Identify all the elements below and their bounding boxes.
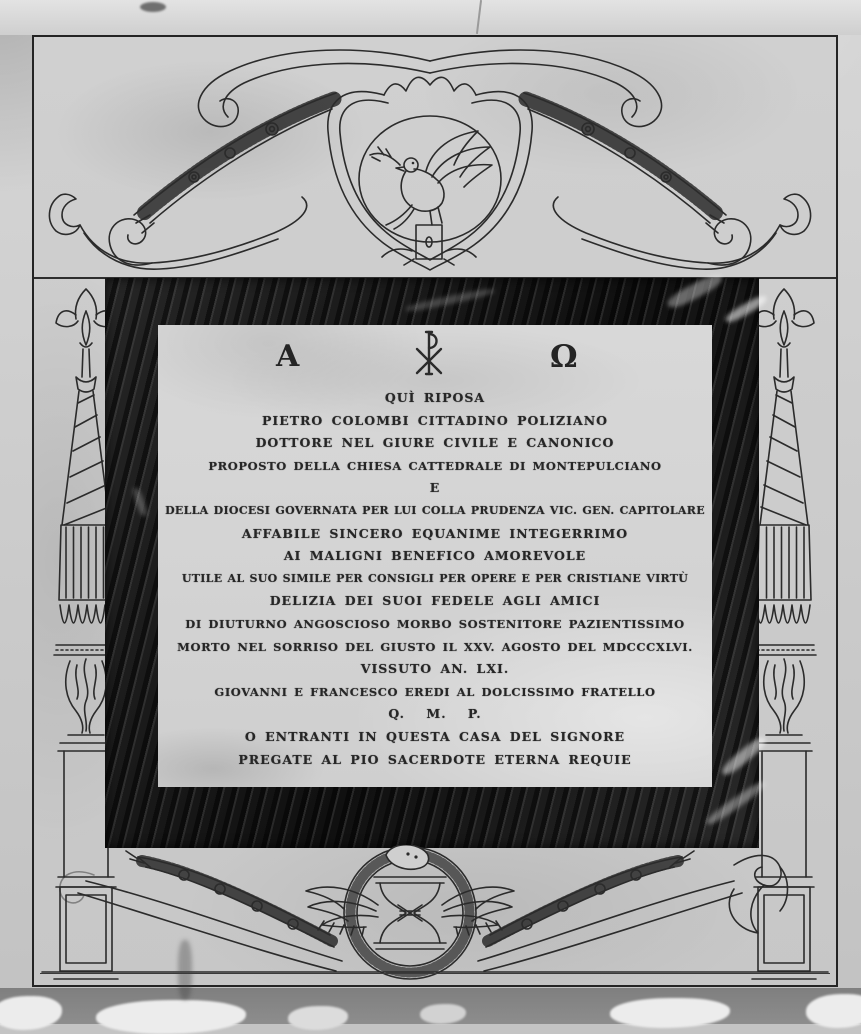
inscription-line: E (429, 480, 441, 496)
inscription-line: O ENTRANTI IN QUESTA CASA DEL SIGNORE (244, 728, 626, 744)
bottom-ornament-band (34, 845, 836, 983)
inscription-line: GIOVANNI E FRANCESCO EREDI AL DOLCISSIMO FRATELLO (214, 684, 656, 699)
memorial-plaque (32, 35, 838, 987)
marble-vein (405, 287, 495, 314)
plaster-chip (806, 994, 861, 1028)
inscription-line: PIETRO COLOMBI CITTADINO POLIZIANO (261, 412, 609, 428)
marble-vein (131, 487, 149, 518)
inscription-panel (158, 325, 712, 787)
inscription-line: VISSUTO AN. LXI. (360, 661, 510, 677)
marble-vein (704, 779, 767, 827)
inscription-line: PROPOSTO DELLA CHIESA CATTEDRALE DI MONTEPULCIANO (208, 458, 662, 473)
inscription-line: QUÌ RIPOSA (384, 390, 486, 405)
top-ornament-band (34, 37, 836, 277)
sacred-monogram-row (158, 325, 712, 383)
garland-right (524, 93, 811, 269)
wall-above-plaque (0, 0, 861, 35)
omega-symbol: Ω (550, 339, 578, 375)
plaster-chip (288, 1006, 348, 1030)
marble-frame (105, 278, 759, 848)
branch-right (478, 851, 788, 971)
garland-left (49, 93, 336, 269)
plaster-chip (96, 1000, 246, 1034)
alpha-symbol: A (276, 339, 300, 374)
wall-smudge (140, 2, 166, 12)
crest-engraving (34, 37, 836, 277)
stain (178, 940, 192, 1000)
branch-left (60, 851, 342, 971)
inscription-line: Q. M. P. (388, 706, 482, 722)
inscription-line: AI MALIGNI BENEFICO AMOREVOLE (283, 548, 587, 564)
bottom-engraving (34, 845, 836, 983)
chi-rho-icon (414, 329, 444, 377)
inscription-line: MORTO NEL SORRISO DEL GIUSTO IL XXV. AGOSTO DEL MDCCCXLVI. (177, 639, 693, 654)
plaque-inner-line (40, 973, 830, 974)
inscription-line: DI DIUTURNO ANGOSCIOSO MORBO SOSTENITORE PAZIENTISSIMO (185, 616, 685, 631)
ribbon-banner-icon (198, 50, 661, 127)
plaster-chip (0, 996, 62, 1030)
inscription-line: AFFABILE SINCERO EQUANIME INTEGERRIMO (241, 525, 629, 541)
inscription-line: DOTTORE NEL GIURE CIVILE E CANONICO (255, 435, 615, 451)
inscription-text (158, 387, 712, 771)
inscription-line: DELLA DIOCESI GOVERNATA PER LUI COLLA PRUDENZA VIC. GEN. CAPITOLARE (165, 503, 705, 517)
ouroboros-icon (344, 845, 476, 979)
inscription-line: DELIZIA DEI SUOI FEDELE AGLI AMICI (269, 593, 601, 609)
inscription-line: UTILE AL SUO SIMILE PER CONSIGLI PER OPERE E PER CRISTIANE VIRTÙ (181, 571, 689, 585)
inscription-line: PREGATE AL PIO SACERDOTE ETERNA REQUIE (238, 751, 632, 767)
